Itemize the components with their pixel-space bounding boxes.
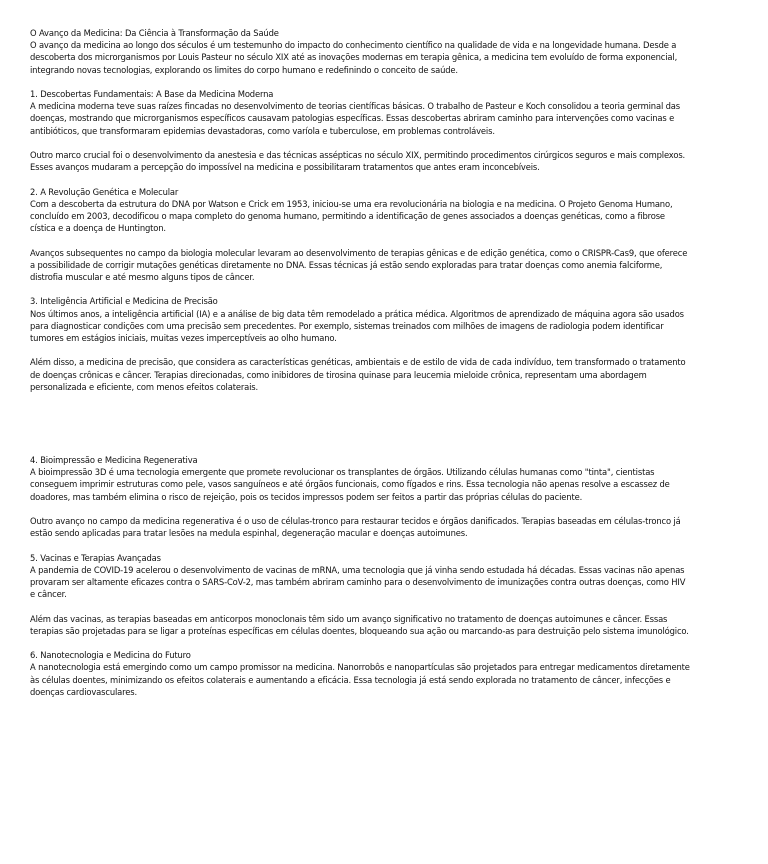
section-heading: 6. Nanotecnologia e Medicina do Futuro — [30, 650, 191, 661]
section-paragraph: A pandemia de COVID-19 acelerou o desenvolvimento de vacinas de mRNA, uma tecnologia que já vinha sendo estudada há décadas. Essas vacinas não apenas provaram ser altamente eficazes contra o SARS-CoV-2, mas também abriram caminho para o desenvolvimento de imunizações contra outras doenças, como HIV e câncer. — [30, 564, 686, 600]
page-break-space — [30, 393, 690, 454]
section-paragraph: Além das vacinas, as terapias baseadas em anticorpos monoclonais têm sido um avanço significativo no tratamento de doenças autoimunes e câncer. Essas terapias são projetadas para se ligar a proteínas específicas em células doentes, bloqueando sua ação ou marcando-as para destruição pelo sistema imunológico. — [30, 613, 689, 636]
section-paragraph: A nanotecnologia está emergindo como um campo promissor na medicina. Nanorrobôs e nanopartículas são projetados para entregar medicamentos diretamente às células doentes, minimizando os efeitos colaterais e aumentando a eficácia. Essa tecnologia já está sendo explorada no tratamento de câncer, infecções e doenças cardiovasculares. — [30, 662, 690, 697]
section-heading: 2. A Revolução Genética e Molecular — [30, 186, 179, 197]
section-heading: 3. Inteligência Artificial e Medicina de Precisão — [30, 296, 218, 307]
section-paragraph: Avanços subsequentes no campo da biologia molecular levaram ao desenvolvimento de terapias gênicas e de edição genética, como o CRISPR-Cas9, que oferece a possibilidade de corrigir mutações genéticas diretamente no DNA. Essas técnicas já estão sendo exploradas para tratar doenças como anemia falciforme, distrofia muscular e até mesmo alguns tipos de câncer. — [30, 247, 688, 282]
spacer — [30, 344, 690, 356]
section-paragraph: Nos últimos anos, a inteligência artificial (IA) e a análise de big data têm remodelado a prática médica. Algoritmos de aprendizado de máquina agora são usados para diagnosticar condições com uma precisão sem precedentes. Por exemplo, sistemas treinados com milhões de imagens de radiologia podem identificar tumores em estágios iniciais, muitas vezes imperceptíveis ao olho humano. — [30, 308, 684, 343]
section-paragraph: A medicina moderna teve suas raízes fincadas no desenvolvimento de teorias científicas básicas. O trabalho de Pasteur e Koch consolidou a teoria germinal das doenças, mostrando que microrganismos específicos causavam patologias específicas. Essas descobertas abriram caminho para intervenções como vacinas e antibióticos, que transformaram epidemias devastadoras, como varíola e tuberculose, em problemas controláveis. — [30, 101, 680, 136]
spacer — [30, 503, 690, 515]
spacer — [30, 283, 690, 295]
spacer — [30, 539, 690, 551]
section-heading: 1. Descobertas Fundamentais: A Base da Medicina Moderna — [30, 89, 274, 99]
section-paragraph: Outro marco crucial foi o desenvolvimento da anestesia e das técnicas assépticas no século XIX, permitindo procedimentos cirúrgicos seguros e mais complexos. Esses avanços mudaram a percepção do impossível na medicina e possibilitaram tratamentos que antes eram inconcebíveis. — [30, 150, 686, 173]
section-paragraph: Além disso, a medicina de precisão, que considera as características genéticas, ambientais e de estilo de vida de cada indivíduo, tem transformado o tratamento de doenças crônicas e câncer. Terapias direcionadas, como inibidores de tirosina quinase para leucemia mieloide crônica, representam uma abordagem personalizada e eficiente, com menos efeitos colaterais. — [30, 357, 686, 392]
document-title: O Avanço da Medicina: Da Ciência à Transformação da Saúde — [30, 28, 279, 38]
intro-paragraph: O avanço da medicina ao longo dos séculos é um testemunho do impacto do conhecimento científico na qualidade de vida e na longevidade humana. Desde a descoberta dos microrganismos por Louis Pasteur no século XIX até as inovações modernas em terapia gênica, a medicina tem evoluído de forma exponencial, integrando novas tecnologias, explorando os limites do corpo humano e redefinindo o conceito de saúde. — [30, 40, 678, 75]
spacer — [30, 234, 690, 246]
section-paragraph: A bioimpressão 3D é uma tecnologia emergente que promete revolucionar os transplantes de órgãos. Utilizando células humanas como "tinta", cientistas conseguem imprimir estruturas como pele, vasos sanguíneos e até órgãos funcionais, como fígados e rins. Essa tecnologia não apenas resolve a escassez de doadores, mas também elimina o risco de rejeição, pois os tecidos impressos podem ser feitos a partir das próprias células do paciente. — [30, 467, 670, 502]
section-paragraph: Outro avanço no campo da medicina regenerativa é o uso de células-tronco para restaurar tecidos e órgãos danificados. Terapias baseadas em células-tronco já estão sendo aplicadas para tratar lesões na medula espinhal, degeneração macular e doenças autoimunes. — [30, 516, 681, 539]
spacer — [30, 637, 690, 649]
section-heading: 5. Vacinas e Terapias Avançadas — [30, 552, 161, 563]
spacer — [30, 76, 690, 88]
document-body — [30, 27, 690, 698]
section-paragraph: Com a descoberta da estrutura do DNA por Watson e Crick em 1953, iniciou-se uma era revolucionária na biologia e na medicina. O Projeto Genoma Humano, concluído em 2003, decodificou o mapa completo do genoma humano, permitindo a identificação de genes associados a doenças genéticas, como a fibrose cística e a doença de Huntington. — [30, 198, 673, 234]
section-heading: 4. Bioimpressão e Medicina Regenerativa — [30, 455, 198, 465]
spacer — [30, 173, 690, 185]
spacer — [30, 137, 690, 149]
spacer — [30, 600, 690, 612]
